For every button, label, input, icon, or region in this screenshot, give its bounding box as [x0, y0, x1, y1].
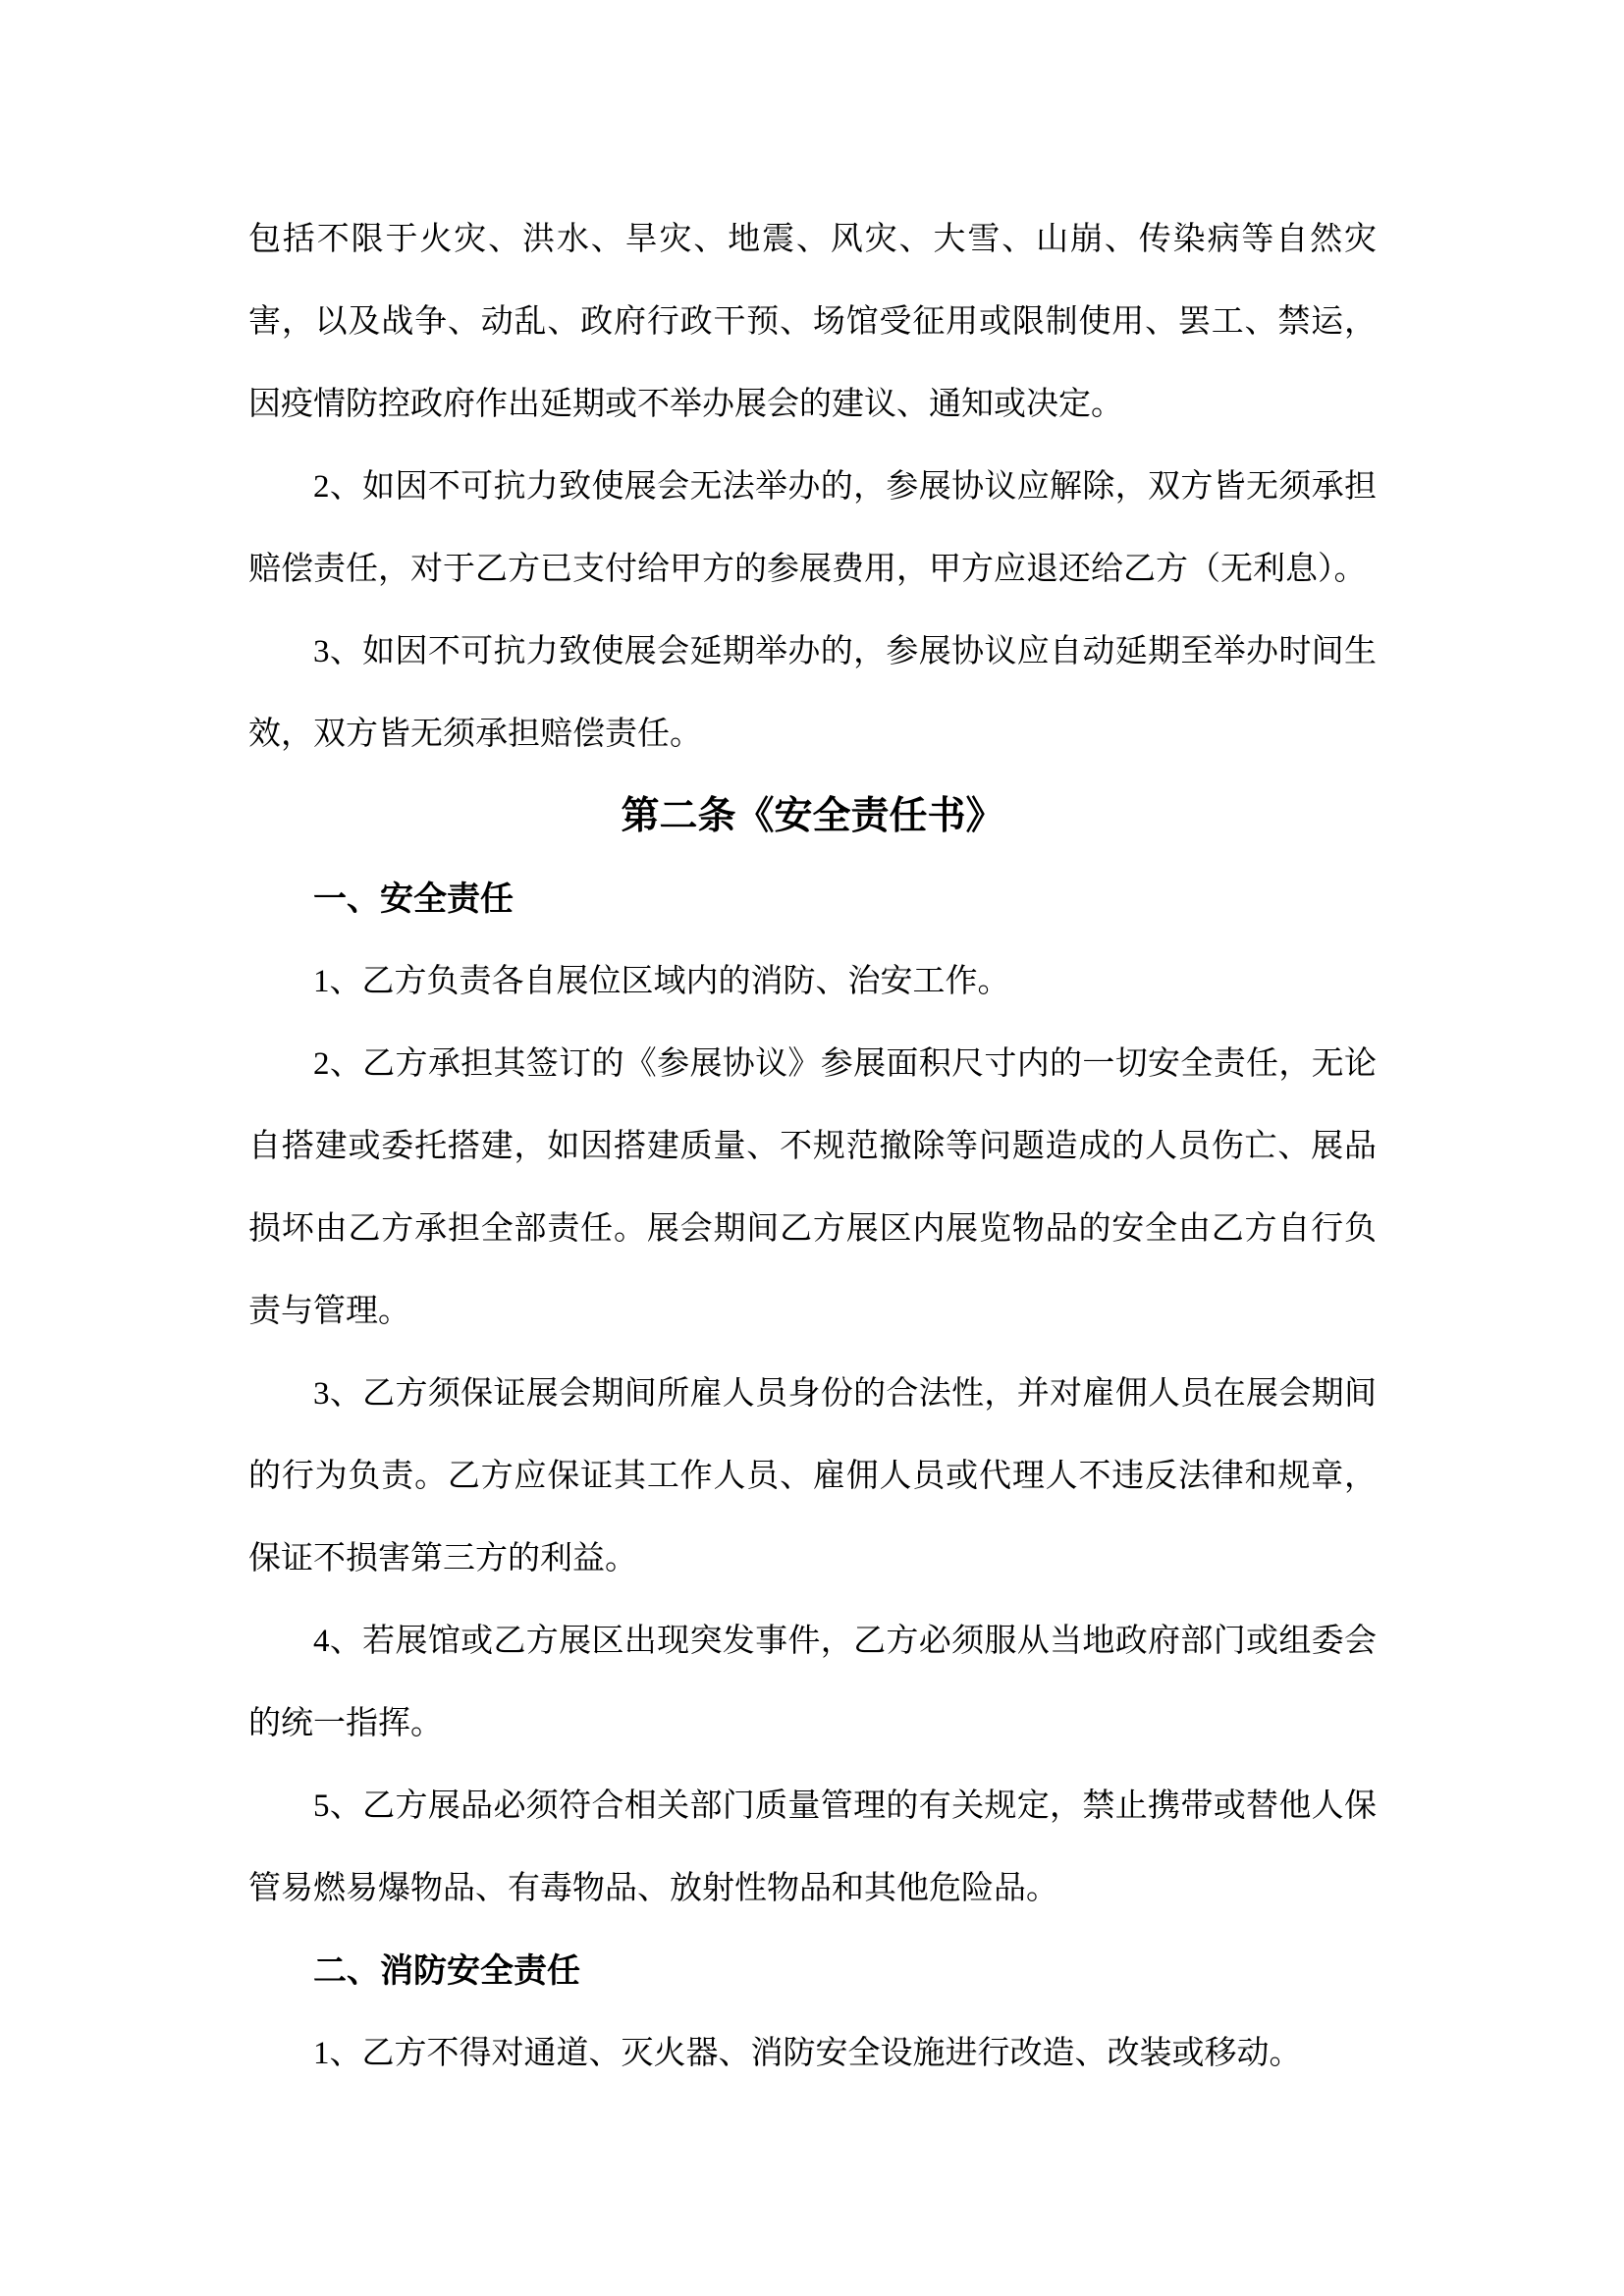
- para-safety-item-2: 2、乙方承担其签订的《参展协议》参展面积尺寸内的一切安全责任，无论自搭建或委托搭建，如因搭建质量、不规范撤除等问题造成的人员伤亡、展品损坏由乙方承担全部责任。展会期间乙方展区内展览物品的安全由乙方自行负责与管理。: [248, 1046, 1377, 1329]
- para-force-majeure-item-3: 3、如因不可抗力致使展会延期举办的，参展协议应自动延期至举办时间生效，双方皆无须承担赔偿责任。: [248, 634, 1377, 752]
- para-force-majeure-definition: 包括不限于火灾、洪水、旱灾、地震、风灾、大雪、山崩、传染病等自然灾害，以及战争、动乱、政府行政干预、场馆受征用或限制使用、罢工、禁运，因疫情防控政府作出延期或不举办展会的建议、通知或决定。: [248, 222, 1377, 422]
- para-safety-item-3: 3、乙方须保证展会期间所雇人员身份的合法性，并对雇佣人员在展会期间的行为负责。乙方应保证其工作人员、雇佣人员或代理人不违反法律和规章，保证不损害第三方的利益。: [248, 1376, 1377, 1576]
- para-safety-item-4: 4、若展馆或乙方展区出现突发事件，乙方必须服从当地政府部门或组委会的统一指挥。: [248, 1624, 1377, 1741]
- chapter-heading-safety-responsibility: 第二条《安全责任书》: [621, 795, 1004, 837]
- para-safety-item-5: 5、乙方展品必须符合相关部门质量管理的有关规定，禁止携带或替他人保管易燃易爆物品、有毒物品、放射性物品和其他危险品。: [248, 1789, 1377, 1906]
- section-heading-safety-duty: 一、安全责任: [313, 881, 514, 918]
- para-safety-item-1: 1、乙方负责各自展位区域内的消防、治安工作。: [313, 964, 1010, 999]
- section-heading-fire-safety-duty: 二、消防安全责任: [313, 1952, 580, 1990]
- para-force-majeure-item-2: 2、如因不可抗力致使展会无法举办的，参展协议应解除，双方皆无须承担赔偿责任，对于乙方已支付给甲方的参展费用，甲方应退还给乙方（无利息）。: [248, 469, 1377, 587]
- para-fire-safety-item-1: 1、乙方不得对通道、灭火器、消防安全设施进行改造、改装或移动。: [313, 2036, 1302, 2071]
